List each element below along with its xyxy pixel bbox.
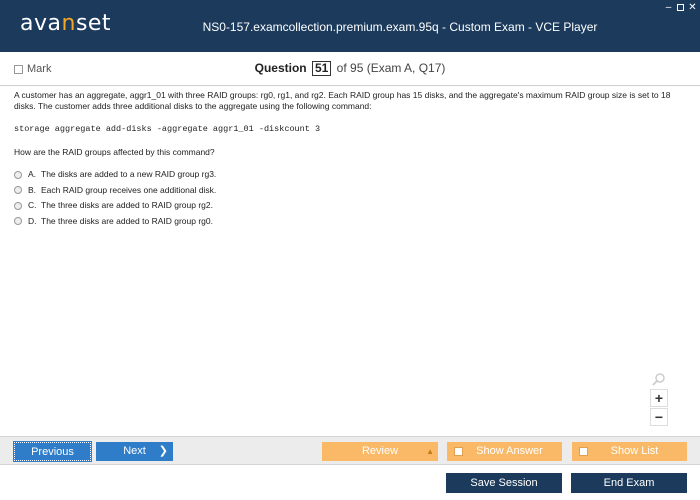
save-session-button[interactable]: Save Session xyxy=(446,473,562,493)
question-number: 51 xyxy=(312,61,331,76)
question-prompt: How are the RAID groups affected by this command? xyxy=(14,147,215,157)
question-total: of 95 (Exam A, Q17) xyxy=(336,61,446,75)
footer-bar xyxy=(0,464,700,500)
question-content xyxy=(14,90,686,229)
option-letter: A. xyxy=(28,169,37,180)
option-text: Each RAID group receives one additional disk. xyxy=(41,184,217,195)
radio-icon[interactable] xyxy=(14,202,22,210)
question-stem: A customer has an aggregate, aggr1_01 with three RAID groups: rg0, rg1, and rg2. Each RAID group has 15 disks, and the aggregate's maximum RAID group size is set to 18 disks. The customer adds three additional disks to the aggregate using the following command: xyxy=(14,90,671,111)
logo-accent: n xyxy=(61,11,76,36)
radio-icon[interactable] xyxy=(14,217,22,225)
next-label: Next xyxy=(123,445,146,457)
next-button[interactable] xyxy=(96,442,173,461)
radio-icon[interactable] xyxy=(14,171,22,179)
review-button[interactable] xyxy=(322,442,438,461)
option-b[interactable] xyxy=(14,183,686,199)
chevron-right-icon: ❯ xyxy=(158,445,168,457)
option-a[interactable] xyxy=(14,167,686,183)
checkbox-icon xyxy=(579,447,588,456)
minimize-button[interactable]: – xyxy=(665,2,672,13)
option-d[interactable] xyxy=(14,214,686,230)
radio-icon[interactable] xyxy=(14,186,22,194)
mark-label: Mark xyxy=(27,63,52,75)
magnifier-icon xyxy=(652,372,666,386)
zoom-in-button[interactable]: + xyxy=(650,389,668,407)
navigation-bar xyxy=(0,436,700,464)
close-button[interactable]: ✕ xyxy=(688,2,697,13)
window-title: NS0-157.examcollection.premium.exam.95q - Custom Exam - VCE Player xyxy=(202,20,598,34)
end-exam-button[interactable]: End Exam xyxy=(571,473,687,493)
logo-prefix: ava xyxy=(20,11,62,36)
show-answer-label: Show Answer xyxy=(476,445,543,457)
option-text: The disks are added to a new RAID group rg3. xyxy=(41,169,217,180)
checkbox-icon xyxy=(454,447,463,456)
avanset-logo xyxy=(20,11,111,36)
option-letter: C. xyxy=(28,200,37,211)
show-answer-button[interactable] xyxy=(447,442,562,461)
option-text: The three disks are added to RAID group rg0. xyxy=(41,215,213,226)
title-bar xyxy=(0,0,700,52)
previous-button[interactable]: Previous xyxy=(14,442,91,461)
show-list-button[interactable] xyxy=(572,442,687,461)
command-text: storage aggregate add-disks -aggregate aggr1_01 -diskcount 3 xyxy=(14,124,321,134)
question-label: Question xyxy=(254,61,307,75)
show-list-label: Show List xyxy=(610,445,659,457)
zoom-out-button[interactable]: − xyxy=(650,408,668,426)
question-counter xyxy=(0,61,700,76)
maximize-icon xyxy=(677,4,684,11)
option-letter: B. xyxy=(28,184,37,195)
option-letter: D. xyxy=(28,215,37,226)
option-text: The three disks are added to RAID group rg2. xyxy=(41,200,213,211)
option-c[interactable] xyxy=(14,198,686,214)
caret-up-icon: ▲ xyxy=(426,447,434,456)
review-label: Review xyxy=(361,445,399,457)
question-header xyxy=(0,52,700,86)
logo-suffix: set xyxy=(75,11,112,36)
maximize-button[interactable] xyxy=(675,3,686,14)
